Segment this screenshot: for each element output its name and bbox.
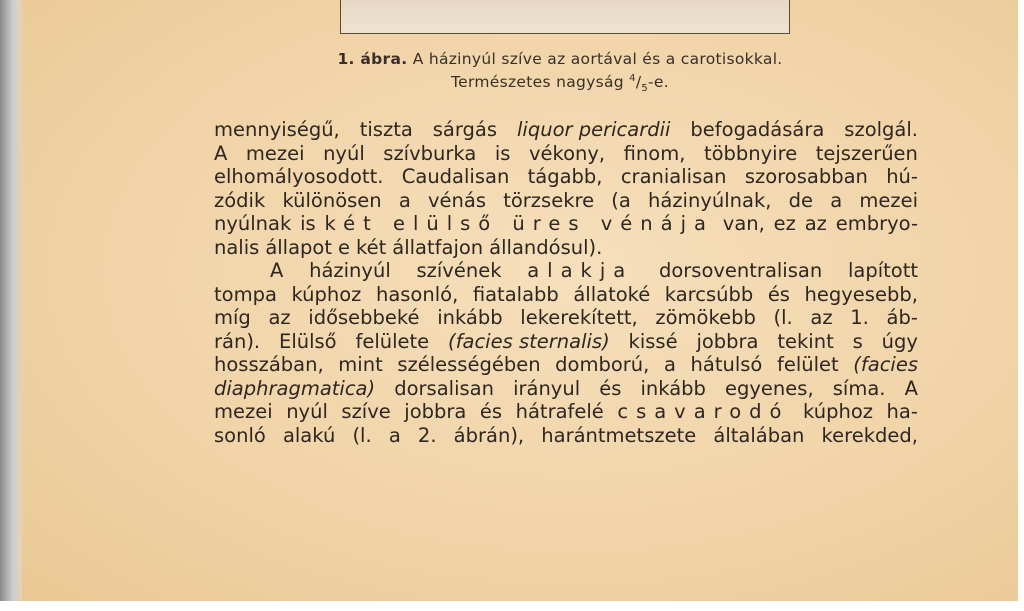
word: hasonló, — [375, 282, 459, 306]
word: szélességében — [397, 353, 541, 376]
word: mezei — [245, 141, 305, 165]
word: (l. — [352, 423, 372, 447]
word: irányul — [513, 376, 581, 400]
fraction-numerator: 4 — [629, 73, 636, 84]
word: A — [904, 376, 918, 400]
word: finom, — [623, 141, 686, 165]
word: két elülső üres vénája — [324, 212, 714, 235]
word: hátulsó — [690, 353, 763, 376]
word: szívburka — [383, 141, 477, 165]
word: inkább — [437, 306, 503, 329]
word: házinyúlnak, — [648, 188, 772, 212]
word: kúphoz — [291, 282, 362, 306]
word: zömökebb — [655, 306, 756, 329]
word: ábrán), — [453, 423, 525, 447]
word: inkább — [640, 376, 706, 400]
word: diaphragmatica) — [214, 376, 376, 400]
text-line — [214, 165, 918, 189]
word: kissé — [628, 329, 678, 353]
word: sonló — [214, 423, 266, 447]
word: van, — [722, 212, 765, 235]
word: felület — [776, 353, 839, 376]
figure-caption — [300, 50, 820, 98]
word: állapot — [265, 235, 333, 259]
text-line — [214, 212, 918, 236]
word: a — [830, 188, 843, 212]
word: Caudalisan — [401, 165, 510, 188]
word: nalis — [214, 235, 260, 259]
word: tágabb, — [527, 165, 603, 188]
word: liquor pericardii — [517, 118, 671, 141]
word: hátrafelé — [515, 400, 604, 423]
word: mezei — [214, 400, 273, 423]
word: különösen — [282, 188, 382, 212]
caption-scale-prefix: Természetes nagyság — [451, 73, 624, 92]
word: ez — [773, 212, 796, 235]
word: dorsoventralisan — [658, 259, 823, 282]
word: Elülső — [279, 329, 337, 353]
text-line — [214, 236, 918, 260]
word: a — [388, 423, 401, 447]
word: befogadására — [690, 118, 825, 141]
word: állatfajon — [392, 235, 484, 259]
word: és — [767, 282, 790, 306]
word: karcsúbb — [664, 282, 754, 306]
text-line — [214, 377, 918, 401]
word: állatoké — [573, 282, 651, 306]
text-line — [214, 118, 918, 142]
word: de — [788, 188, 814, 212]
word: (a — [611, 188, 631, 212]
word: hosszában, — [214, 353, 324, 376]
word: tiszta — [359, 118, 413, 141]
word: az — [804, 212, 827, 235]
figure-image-fragment — [340, 0, 790, 34]
text-line — [214, 400, 918, 424]
word: idősebbeké — [308, 306, 420, 329]
text-line — [214, 283, 918, 307]
word: két — [356, 235, 387, 259]
word: törzsekre — [503, 188, 595, 212]
word: mezei — [859, 188, 918, 212]
word: A — [214, 141, 228, 165]
word: felülete — [355, 329, 430, 353]
fraction-denominator: 5 — [641, 83, 649, 95]
word: sárgás — [432, 118, 498, 141]
word: elhomályosodott. — [214, 165, 384, 188]
word: hegyesebb, — [804, 282, 918, 306]
word: szorosabban — [744, 165, 868, 188]
word: hú- — [886, 165, 918, 188]
caption-text: A házinyúl szíve az aortával és a carotisokkal. — [412, 50, 783, 68]
word: rán). — [214, 329, 261, 353]
word: mint — [338, 353, 383, 376]
word: házinyúl — [309, 259, 391, 282]
word: nyúl — [323, 141, 365, 165]
word: mennyiségű, — [214, 118, 340, 141]
word: ha- — [886, 400, 918, 423]
word: egyenes, — [725, 376, 814, 400]
word: míg — [214, 306, 251, 329]
word: s — [852, 329, 863, 353]
word: csavarodó — [617, 400, 790, 423]
word: domború, — [555, 353, 650, 376]
word: (l. — [773, 306, 793, 329]
caption-line-2 — [300, 69, 820, 98]
word: cranialisan — [620, 165, 727, 188]
word: is — [494, 141, 511, 165]
word: szívének — [416, 259, 502, 282]
caption-number: 1. ábra. — [337, 50, 408, 68]
word: harántmetszete — [541, 423, 697, 447]
word: tejszerűen — [815, 141, 918, 165]
word: embryo- — [835, 212, 918, 235]
text-line — [214, 142, 918, 166]
word: síma. — [832, 376, 886, 400]
binding-shadow — [0, 0, 22, 601]
caption-line-1 — [300, 50, 820, 69]
word: e — [338, 235, 351, 259]
word: állandósul). — [489, 235, 603, 259]
word: dorsalisan — [394, 376, 494, 400]
text-line — [214, 306, 918, 330]
word: nyúlnak — [214, 212, 292, 235]
word: és — [599, 376, 622, 400]
word: alakú — [282, 423, 336, 447]
word: az — [810, 306, 833, 329]
word: tompa — [214, 282, 277, 306]
word: kúphoz — [803, 400, 873, 423]
word: 1. — [850, 306, 869, 329]
word: jobbra — [696, 329, 759, 353]
word: is — [300, 212, 316, 235]
word: zódik — [214, 188, 266, 212]
word: A — [270, 259, 284, 282]
word: vénás — [428, 188, 487, 212]
word: lapított — [847, 259, 918, 282]
word: fiatalabb — [472, 282, 559, 306]
word: áb- — [886, 306, 918, 329]
word: (facies — [853, 353, 918, 376]
word: tekint — [777, 329, 834, 353]
word: úgy — [881, 329, 918, 353]
word: többnyire — [703, 141, 798, 165]
word: és — [479, 400, 503, 423]
scan-margin — [1018, 0, 1024, 611]
word: lekerekített, — [520, 306, 638, 329]
text-line — [214, 259, 918, 283]
text-line — [214, 353, 918, 377]
word: alakja — [527, 259, 634, 282]
word: (facies sternalis) — [448, 329, 610, 353]
word: kerekded, — [821, 423, 918, 447]
word: szíve — [341, 400, 391, 423]
word: 2. — [417, 423, 437, 447]
text-line — [214, 424, 918, 448]
word: szolgál. — [844, 118, 918, 141]
word: nyúl — [286, 400, 328, 423]
scale-fraction: $^4/_5$ — [629, 73, 649, 95]
text-line — [214, 189, 918, 213]
word: jobbra — [404, 400, 467, 423]
word: általában — [713, 423, 805, 447]
word: vékony, — [528, 141, 606, 165]
word: a — [398, 188, 411, 212]
word: a — [663, 353, 676, 376]
text-line — [214, 330, 918, 354]
body-text — [214, 118, 918, 447]
caption-scale-suffix: -e. — [648, 73, 669, 92]
word: az — [268, 306, 291, 329]
